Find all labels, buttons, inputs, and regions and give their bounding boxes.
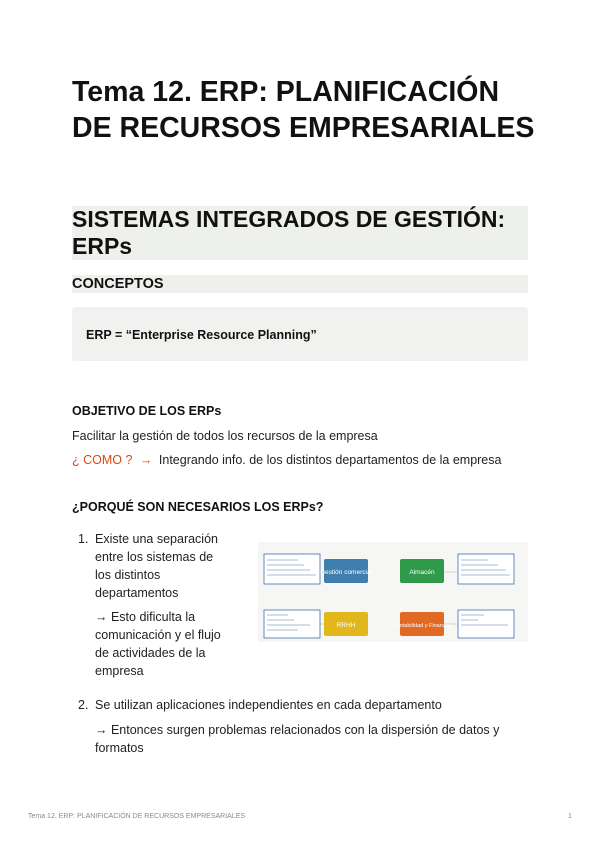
list-item-subline: empresa	[95, 664, 144, 678]
page-title: Tema 12. ERP: PLANIFICACIÓN DE RECURSOS EMPRESARIALES	[72, 76, 535, 144]
note-box	[264, 610, 320, 638]
note-box	[264, 554, 320, 584]
arrow-icon: →	[139, 453, 153, 467]
list-number: 1.	[78, 532, 89, 546]
note-box	[458, 610, 514, 638]
list-item-subline: de actividades de la	[95, 646, 206, 660]
departments-diagram-svg	[258, 542, 528, 642]
dept-label: RRHH	[336, 622, 356, 629]
list-item-subline: formatos	[95, 741, 144, 755]
subsection-title: CONCEPTOS	[72, 276, 164, 292]
objetivo-question-line	[72, 452, 501, 468]
objetivo-heading: OBJETIVO DE LOS ERPs	[72, 404, 222, 418]
footer-title: Tema 12. ERP: PLANIFICACIÓN DE RECURSOS EMPRESARIALES	[28, 813, 246, 820]
question-label: ¿ COMO ?	[72, 453, 133, 467]
list-number: 2.	[78, 698, 89, 712]
dept-label: Almacén	[409, 569, 435, 576]
porque-heading: ¿PORQUÉ SON NECESARIOS LOS ERPs?	[72, 500, 324, 514]
list-item-subline: → Entonces surgen problemas relacionados con la dispersión de datos y	[95, 723, 500, 737]
list-item-line: entre los sistemas de	[95, 550, 214, 564]
objetivo-answer: Integrando info. de los distintos departamentos de la empresa	[158, 453, 502, 467]
note-box	[458, 554, 514, 584]
list-item-line: Existe una separación	[95, 532, 218, 546]
list-item-subline: → Esto dificulta la	[95, 610, 196, 624]
list-item-subline: comunicación y el flujo	[95, 628, 221, 642]
page-number: 1	[568, 813, 572, 820]
list-item-line: los distintos	[95, 568, 161, 582]
dept-label: Gestión comercial	[319, 569, 373, 576]
dept-label: Contabilidad y Finanzas	[392, 623, 452, 629]
list-item-line: departamentos	[95, 586, 179, 600]
section-title: SISTEMAS INTEGRADOS DE GESTIÓN: ERPs	[72, 206, 506, 259]
departments-diagram	[258, 542, 528, 642]
objetivo-text: Facilitar la gestión de todos los recursos de la empresa	[72, 429, 378, 443]
callout-text: ERP = “Enterprise Resource Planning”	[86, 328, 317, 342]
list-item-line: Se utilizan aplicaciones independientes en cada departamento	[95, 698, 442, 712]
